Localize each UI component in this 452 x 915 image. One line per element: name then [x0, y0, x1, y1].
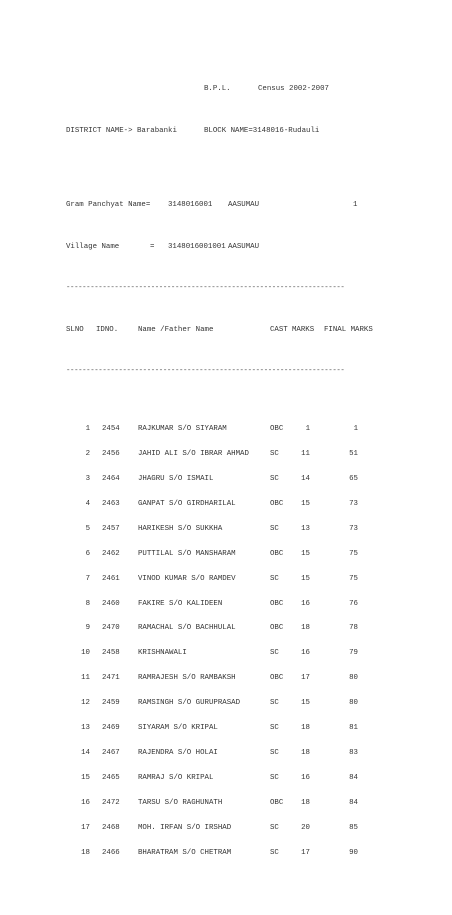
row-final-marks: 78 [349, 624, 358, 633]
row-final-marks: 75 [349, 549, 358, 558]
column-header-row [66, 326, 386, 334]
row-marks: 18 [301, 624, 310, 633]
row-idno: 2472 [102, 798, 120, 807]
gram-panchayat-code: 3148016001 [168, 201, 213, 210]
row-cast: OBC [270, 549, 284, 558]
row-name: JAHID ALI S/O IBRAR AHMAD [138, 450, 249, 459]
row-marks: 16 [301, 599, 310, 608]
row-cast: SC [270, 524, 279, 533]
row-name: KRISHNAWALI [138, 649, 187, 658]
table-row [66, 624, 386, 632]
row-name: BHARATRAM S/O CHETRAM [138, 848, 232, 857]
table-row [66, 425, 386, 433]
document-title [66, 85, 386, 93]
row-marks: 16 [301, 649, 310, 658]
table-row [66, 649, 386, 657]
row-idno: 2457 [102, 524, 120, 533]
district-block-line [66, 127, 386, 135]
title-bpl: B.P.L. [204, 85, 231, 94]
village-code: 3148016001001 [168, 242, 226, 251]
row-cast: OBC [270, 425, 284, 434]
row-idno: 2454 [102, 425, 120, 434]
row-slno: 4 [85, 500, 90, 509]
table-row [66, 724, 386, 732]
row-cast: SC [270, 823, 279, 832]
row-marks: 14 [301, 475, 310, 484]
row-name: MOH. IRFAN S/O IRSHAD [138, 823, 232, 832]
row-cast: SC [270, 748, 279, 757]
row-slno: 9 [85, 624, 90, 633]
row-final-marks: 73 [349, 524, 358, 533]
row-final-marks: 76 [349, 599, 358, 608]
page-number: 1 [353, 201, 358, 210]
row-name: JHAGRU S/O ISMAIL [138, 475, 214, 484]
row-name: FAKIRE S/O KALIDEEN [138, 599, 223, 608]
row-idno: 2463 [102, 500, 120, 509]
row-cast: SC [270, 475, 279, 484]
bpl-census-document [66, 52, 386, 890]
table-row [66, 824, 386, 832]
row-slno: 17 [81, 823, 90, 832]
row-final-marks: 83 [349, 748, 358, 757]
row-slno: 16 [81, 798, 90, 807]
divider-header: --------------------------------------------------------------------- [66, 367, 345, 376]
row-slno: 13 [81, 724, 90, 733]
row-cast: OBC [270, 674, 284, 683]
col-header-slno: SLNO [66, 325, 84, 334]
row-final-marks: 81 [349, 724, 358, 733]
divider-top: --------------------------------------------------------------------- [66, 284, 345, 293]
table-body [66, 409, 386, 874]
row-name: RAMRAJ S/O KRIPAL [138, 773, 214, 782]
row-cast: SC [270, 724, 279, 733]
row-marks: 11 [301, 450, 310, 459]
row-cast: SC [270, 649, 279, 658]
row-final-marks: 51 [349, 450, 358, 459]
table-row [66, 525, 386, 533]
row-slno: 15 [81, 773, 90, 782]
row-slno: 6 [85, 549, 90, 558]
row-idno: 2456 [102, 450, 120, 459]
blank-line [66, 160, 386, 168]
row-name: RAMRAJESH S/O RAMBAKSH [138, 674, 236, 683]
row-cast: SC [270, 848, 279, 857]
table-row [66, 774, 386, 782]
title-census: Census 2002-2007 [258, 85, 329, 94]
table-row [66, 749, 386, 757]
row-idno: 2468 [102, 823, 120, 832]
row-final-marks: 84 [349, 773, 358, 782]
row-cast: SC [270, 699, 279, 708]
row-marks: 15 [301, 549, 310, 558]
col-header-final-marks: FINAL MARKS [324, 325, 373, 334]
row-slno: 2 [85, 450, 90, 459]
village-line [66, 243, 386, 251]
row-idno: 2466 [102, 848, 120, 857]
row-cast: OBC [270, 500, 284, 509]
table-row [66, 600, 386, 608]
row-cast: SC [270, 574, 279, 583]
row-final-marks: 90 [349, 848, 358, 857]
row-marks: 20 [301, 823, 310, 832]
row-idno: 2471 [102, 674, 120, 683]
row-final-marks: 85 [349, 823, 358, 832]
village-label: Village Name [66, 242, 120, 251]
row-slno: 12 [81, 699, 90, 708]
row-name: VINOD KUMAR S/O RAMDEV [138, 574, 236, 583]
col-header-cast: CAST [270, 325, 288, 334]
row-idno: 2465 [102, 773, 120, 782]
row-idno: 2467 [102, 748, 120, 757]
table-row [66, 699, 386, 707]
table-row [66, 575, 386, 583]
row-name: RAMACHAL S/O BACHHULAL [138, 624, 236, 633]
row-name: RAJKUMAR S/O SIYARAM [138, 425, 227, 434]
row-marks: 17 [301, 674, 310, 683]
col-header-idno: IDNO. [96, 325, 119, 334]
row-cast: SC [270, 450, 279, 459]
row-final-marks: 75 [349, 574, 358, 583]
row-final-marks: 80 [349, 674, 358, 683]
row-idno: 2461 [102, 574, 120, 583]
row-slno: 11 [81, 674, 90, 683]
row-final-marks: 80 [349, 699, 358, 708]
row-slno: 10 [81, 649, 90, 658]
row-marks: 15 [301, 574, 310, 583]
table-row [66, 799, 386, 807]
row-slno: 14 [81, 748, 90, 757]
row-idno: 2460 [102, 599, 120, 608]
table-row [66, 500, 386, 508]
row-cast: OBC [270, 599, 284, 608]
row-name: TARSU S/O RAGHUNATH [138, 798, 223, 807]
row-cast: SC [270, 773, 279, 782]
table-row [66, 550, 386, 558]
village-equals: = [150, 242, 155, 251]
col-header-name: Name /Father Name [138, 325, 214, 334]
table-row [66, 849, 386, 857]
row-final-marks: 79 [349, 649, 358, 658]
row-final-marks: 1 [353, 425, 358, 434]
gram-panchayat-name: AASUMAU [228, 201, 260, 210]
village-name: AASUMAU [228, 242, 260, 251]
row-name: SIYARAM S/O KRIPAL [138, 724, 218, 733]
table-row [66, 450, 386, 458]
row-name: HARIKESH S/O SUKKHA [138, 524, 223, 533]
row-idno: 2458 [102, 649, 120, 658]
block-name: BLOCK NAME=3148016-Rudauli [204, 126, 320, 135]
row-slno: 5 [85, 524, 90, 533]
row-cast: OBC [270, 624, 284, 633]
row-final-marks: 73 [349, 500, 358, 509]
gram-panchayat-label: Gram Panchyat Name= [66, 201, 151, 210]
row-slno: 8 [85, 599, 90, 608]
row-marks: 18 [301, 798, 310, 807]
row-marks: 18 [301, 748, 310, 757]
row-marks: 17 [301, 848, 310, 857]
row-slno: 1 [85, 425, 90, 434]
row-cast: OBC [270, 798, 284, 807]
row-name: RAMSINGH S/O GURUPRASAD [138, 699, 241, 708]
row-final-marks: 84 [349, 798, 358, 807]
table-row [66, 475, 386, 483]
row-idno: 2459 [102, 699, 120, 708]
row-idno: 2462 [102, 549, 120, 558]
row-idno: 2464 [102, 475, 120, 484]
row-name: RAJENDRA S/O HOLAI [138, 748, 218, 757]
row-marks: 1 [305, 425, 310, 434]
row-slno: 7 [85, 574, 90, 583]
row-name: GANPAT S/O GIRDHARILAL [138, 500, 236, 509]
row-idno: 2469 [102, 724, 120, 733]
row-marks: 16 [301, 773, 310, 782]
gram-panchayat-line [66, 201, 386, 209]
row-final-marks: 65 [349, 475, 358, 484]
row-marks: 18 [301, 724, 310, 733]
table-row [66, 674, 386, 682]
district-name: DISTRICT NAME-> Barabanki [66, 126, 177, 135]
row-name: PUTTILAL S/O MANSHARAM [138, 549, 236, 558]
row-marks: 15 [301, 699, 310, 708]
row-marks: 15 [301, 500, 310, 509]
row-slno: 3 [85, 475, 90, 484]
row-slno: 18 [81, 848, 90, 857]
row-idno: 2470 [102, 624, 120, 633]
row-marks: 13 [301, 524, 310, 533]
col-header-marks: MARKS [292, 325, 315, 334]
